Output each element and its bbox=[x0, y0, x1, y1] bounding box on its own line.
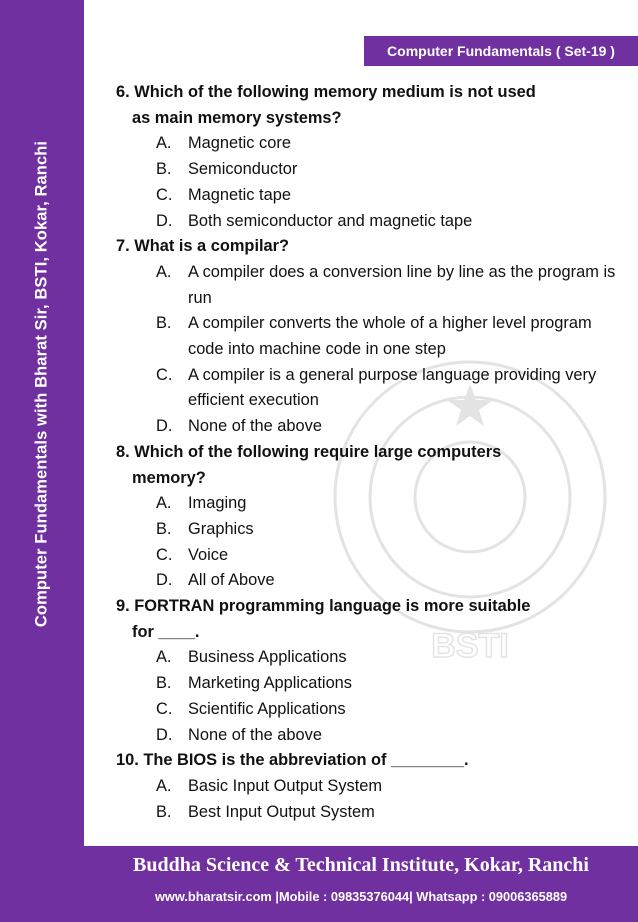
answer-option bbox=[116, 543, 616, 569]
option-label: B. bbox=[156, 674, 172, 693]
option-text: Graphics bbox=[188, 519, 254, 538]
answer-option bbox=[116, 491, 616, 517]
question-line: 6. Which of the following memory medium is not used bbox=[116, 83, 536, 101]
question-line: 10. The BIOS is the abbreviation of ________. bbox=[116, 751, 469, 770]
option-label: A. bbox=[156, 776, 172, 795]
question-line: for ____. bbox=[132, 622, 200, 641]
option-text: None of the above bbox=[188, 725, 322, 744]
option-label: A. bbox=[156, 648, 172, 667]
option-text: Magnetic core bbox=[188, 134, 291, 153]
answer-option bbox=[116, 723, 616, 749]
answer-option bbox=[116, 414, 616, 440]
question-line: 7. What is a compilar? bbox=[116, 237, 290, 256]
question-text bbox=[116, 748, 616, 774]
option-label: D. bbox=[156, 211, 173, 230]
answer-option bbox=[116, 131, 616, 157]
answer-option bbox=[116, 363, 616, 414]
sidebar-caption: Computer Fundamentals with Bharat Sir, BSTI, Kokar, Ranchi bbox=[32, 140, 51, 628]
option-label: C. bbox=[156, 699, 173, 718]
answer-option bbox=[116, 311, 616, 362]
question-text bbox=[116, 80, 616, 131]
answer-option bbox=[116, 183, 616, 209]
option-text: Voice bbox=[188, 545, 229, 564]
option-text: A compiler converts the whole of a higher level program code into machine code in one step bbox=[188, 314, 592, 359]
option-label: B. bbox=[156, 519, 172, 538]
footer-title: Buddha Science & Technical Institute, Kokar, Ranchi bbox=[132, 854, 589, 876]
option-text: Marketing Applications bbox=[188, 674, 352, 693]
option-text: None of the above bbox=[188, 417, 322, 436]
option-label: D. bbox=[156, 725, 173, 744]
option-text: Semiconductor bbox=[188, 160, 298, 179]
option-label: A. bbox=[156, 262, 172, 281]
option-label: C. bbox=[156, 185, 173, 204]
answer-option bbox=[116, 800, 616, 826]
option-text: Both semiconductor and magnetic tape bbox=[188, 211, 473, 230]
option-label: B. bbox=[156, 314, 172, 333]
set-badge: Computer Fundamentals ( Set-19 ) bbox=[364, 36, 638, 66]
answer-option bbox=[116, 697, 616, 723]
question-line: memory? bbox=[132, 468, 206, 487]
option-text: Business Applications bbox=[188, 648, 347, 667]
option-text: Imaging bbox=[188, 494, 247, 513]
question-text bbox=[116, 440, 616, 491]
option-text: Basic Input Output System bbox=[188, 776, 383, 795]
sidebar bbox=[0, 0, 84, 922]
answer-option bbox=[116, 568, 616, 594]
option-label: B. bbox=[156, 160, 172, 179]
option-label: A. bbox=[156, 134, 172, 153]
option-text: A compiler is a general purpose language providing very efficient execution bbox=[188, 365, 597, 410]
option-text: Best Input Output System bbox=[188, 802, 375, 821]
answer-option bbox=[116, 209, 616, 235]
answer-option bbox=[116, 260, 616, 311]
option-text: A compiler does a conversion line by line as the program is run bbox=[188, 262, 616, 307]
question-list bbox=[116, 80, 616, 825]
footer bbox=[84, 846, 638, 922]
option-label: D. bbox=[156, 571, 173, 590]
option-label: C. bbox=[156, 365, 173, 384]
question-text bbox=[116, 234, 616, 260]
answer-option bbox=[116, 157, 616, 183]
option-text: Magnetic tape bbox=[188, 185, 291, 204]
question-text bbox=[116, 594, 616, 645]
question-line: 9. FORTRAN programming language is more suitable bbox=[116, 597, 531, 616]
watermark-text: BSTI bbox=[431, 627, 509, 665]
option-text: All of Above bbox=[188, 571, 275, 590]
option-label: C. bbox=[156, 545, 173, 564]
question-line: 8. Which of the following require large computers bbox=[116, 442, 502, 461]
option-label: D. bbox=[156, 417, 173, 436]
answer-option bbox=[116, 517, 616, 543]
answer-option bbox=[116, 671, 616, 697]
answer-option bbox=[116, 774, 616, 800]
option-label: B. bbox=[156, 802, 172, 821]
option-text: Scientific Applications bbox=[188, 699, 346, 718]
option-label: A. bbox=[156, 494, 172, 513]
answer-option bbox=[116, 645, 616, 671]
question-line: as main memory systems? bbox=[132, 108, 342, 127]
footer-contact: www.bharatsir.com |Mobile : 09835376044| Whatsapp : 09006365889 bbox=[154, 889, 568, 904]
